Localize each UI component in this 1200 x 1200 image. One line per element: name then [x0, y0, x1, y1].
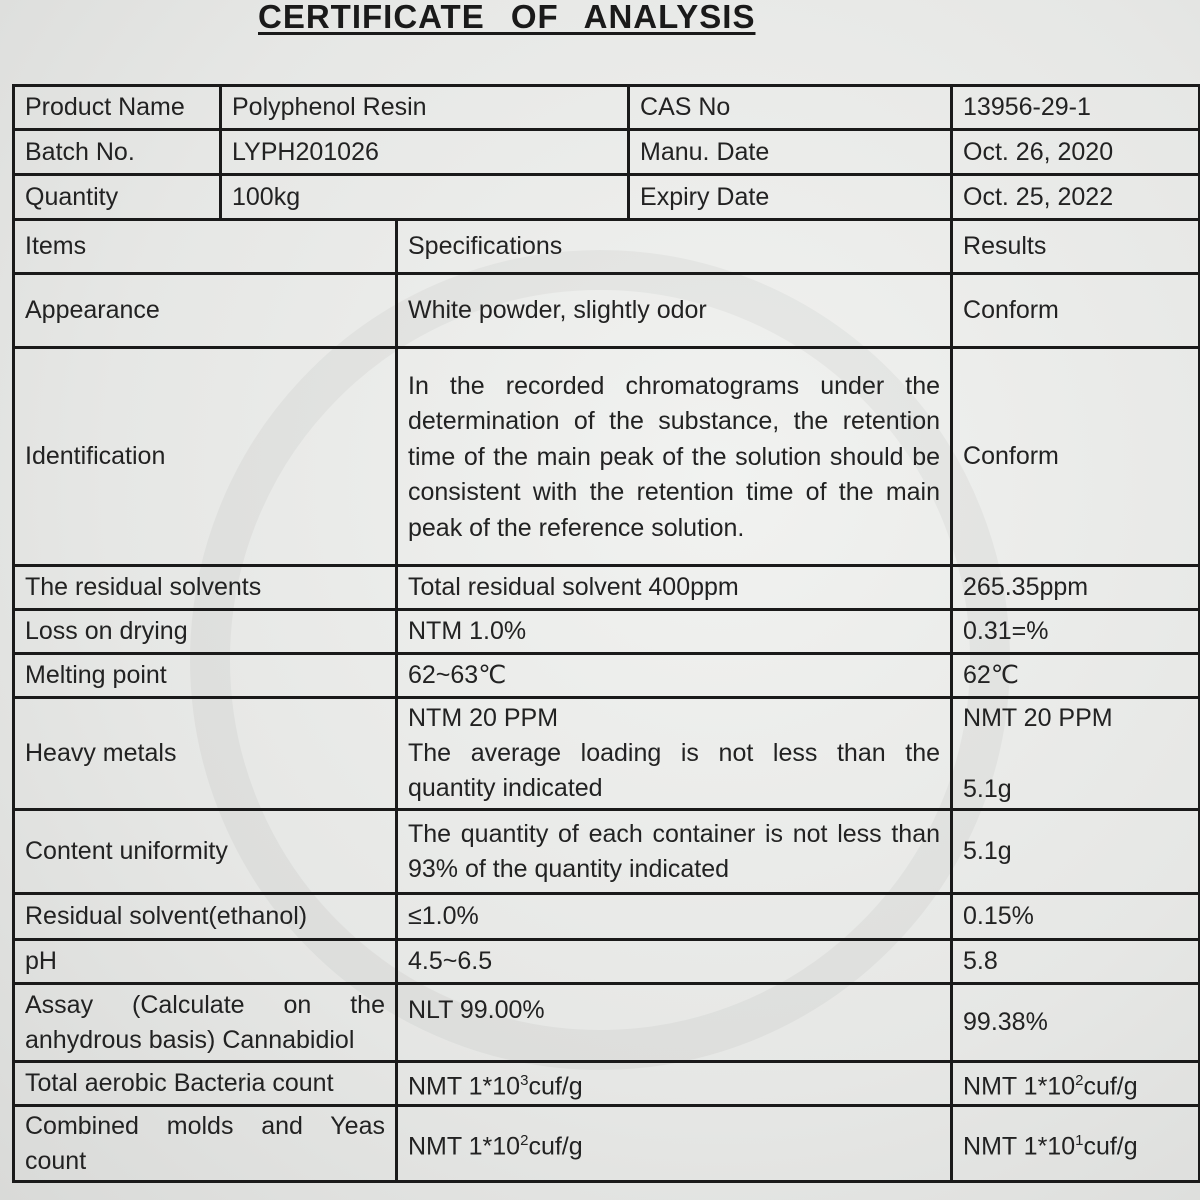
spec-cell: In the recorded chromatograms under the determination of the substance, the retention time of the main peak of the solution should be consistent with the retention time of the main peak of the reference solution.: [397, 348, 952, 566]
spec-cell: [397, 1062, 952, 1106]
item-cell: Identification: [14, 348, 397, 566]
manu-date-label: Manu. Date: [629, 130, 952, 175]
result-base: NMT 1*10: [963, 1132, 1076, 1161]
manu-date-value: Oct. 26, 2020: [952, 130, 1200, 175]
page-title: CERTIFICATE OF ANALYSIS: [258, 0, 756, 35]
item-cell: Loss on drying: [14, 610, 397, 654]
spec-line: The average loading is not less than the quantity indicated: [408, 739, 941, 802]
item-cell: Heavy metals: [14, 698, 397, 810]
result-cell: [952, 1106, 1200, 1182]
table-row: [14, 130, 1200, 175]
spec-cell: The quantity of each container is not less than 93% of the quantity indicated: [397, 810, 952, 894]
spec-unit: cuf/g: [528, 1132, 583, 1161]
result-unit: cuf/g: [1083, 1072, 1138, 1101]
spec-cell: ≤1.0%: [397, 894, 952, 940]
expiry-date-label: Expiry Date: [629, 175, 952, 220]
quantity-value: 100kg: [221, 175, 629, 220]
spec-cell: 62~63℃: [397, 654, 952, 698]
table-row: [14, 894, 1200, 940]
result-line: NMT 20 PPM: [963, 704, 1113, 732]
table-row: [14, 348, 1200, 566]
column-header-items: Items: [14, 220, 397, 274]
analysis-table: [12, 84, 1200, 1183]
result-cell: 62℃: [952, 654, 1200, 698]
item-cell: Assay (Calculate on the anhydrous basis) Cannabidiol: [14, 984, 397, 1062]
result-cell: 99.38%: [952, 984, 1200, 1062]
result-exponent: 2: [1075, 1072, 1084, 1089]
result-cell: Conform: [952, 348, 1200, 566]
result-cell: 265.35ppm: [952, 566, 1200, 610]
result-base: NMT 1*10: [963, 1072, 1076, 1101]
item-cell: The residual solvents: [14, 566, 397, 610]
quantity-label: Quantity: [14, 175, 221, 220]
cas-value: 13956-29-1: [952, 86, 1200, 130]
result-cell: 5.1g: [952, 810, 1200, 894]
result-cell: [952, 1062, 1200, 1106]
spec-line: NTM 20 PPM: [408, 704, 559, 732]
item-cell: Melting point: [14, 654, 397, 698]
table-row: [14, 1106, 1200, 1182]
column-header-results: Results: [952, 220, 1200, 274]
result-unit: cuf/g: [1083, 1132, 1138, 1161]
table-row: [14, 654, 1200, 698]
spec-base: NMT 1*10: [408, 1072, 521, 1101]
batch-value: LYPH201026: [221, 130, 629, 175]
table-row: [14, 274, 1200, 348]
item-cell: pH: [14, 940, 397, 984]
spec-exponent: 2: [520, 1132, 529, 1150]
result-cell: 0.15%: [952, 894, 1200, 940]
table-row: [14, 698, 1200, 810]
result-cell: 5.8: [952, 940, 1200, 984]
spec-cell: [397, 1106, 952, 1182]
batch-label: Batch No.: [14, 130, 221, 175]
item-cell: Residual solvent(ethanol): [14, 894, 397, 940]
table-row: [14, 810, 1200, 894]
table-row: [14, 984, 1200, 1062]
table-row: [14, 175, 1200, 220]
expiry-date-value: Oct. 25, 2022: [952, 175, 1200, 220]
result-cell: Conform: [952, 274, 1200, 348]
spec-cell: 4.5~6.5: [397, 940, 952, 984]
spec-unit: cuf/g: [528, 1072, 583, 1101]
spec-exponent: 3: [520, 1072, 529, 1089]
cas-label: CAS No: [629, 86, 952, 130]
item-cell: Appearance: [14, 274, 397, 348]
result-exponent: 1: [1075, 1132, 1084, 1150]
result-cell: [952, 698, 1200, 810]
spec-cell: NLT 99.00%: [397, 984, 952, 1062]
item-cell: Combined molds and Yeas count: [14, 1106, 397, 1182]
item-cell: Content uniformity: [14, 810, 397, 894]
spec-cell: [397, 698, 952, 810]
spec-cell: White powder, slightly odor: [397, 274, 952, 348]
table-header-row: [14, 220, 1200, 274]
table-row: [14, 566, 1200, 610]
spec-base: NMT 1*10: [408, 1132, 521, 1161]
table-row: [14, 86, 1200, 130]
spec-cell: NTM 1.0%: [397, 610, 952, 654]
table-row: [14, 610, 1200, 654]
result-cell: 0.31=%: [952, 610, 1200, 654]
result-line: 5.1g: [963, 775, 1012, 803]
item-cell: Total aerobic Bacteria count: [14, 1062, 397, 1106]
spec-cell: Total residual solvent 400ppm: [397, 566, 952, 610]
column-header-specifications: Specifications: [397, 220, 952, 274]
product-name-label: Product Name: [14, 86, 221, 130]
table-row: [14, 1062, 1200, 1106]
product-name-value: Polyphenol Resin: [221, 86, 629, 130]
table-row: [14, 940, 1200, 984]
